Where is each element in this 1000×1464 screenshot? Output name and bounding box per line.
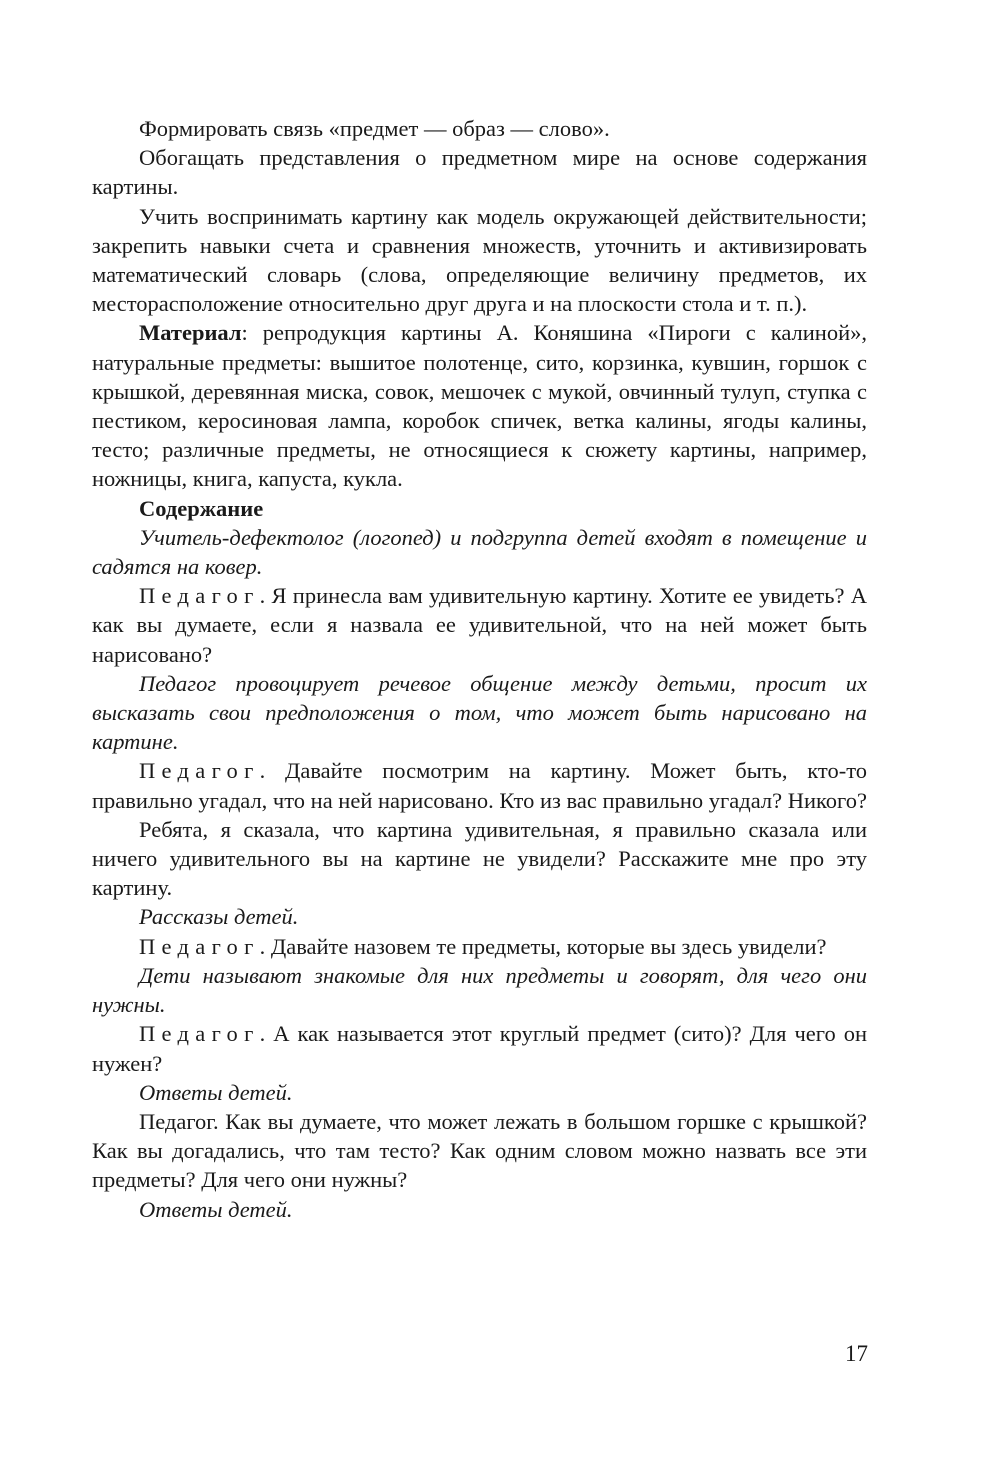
stage-direction: Дети называют знакомые для них предметы и говорят, для чего они нужны. (92, 962, 867, 1018)
section-heading: Содержание (139, 495, 264, 521)
dialogue-text: . Давайте посмотрим на картину. Может быть, кто-то правильно угадал, что на ней нарисовано. Кто из вас правильно угадал? Никого? (92, 758, 867, 813)
page-number: 17 (845, 1341, 868, 1366)
stage-direction: Учитель-дефектолог (логопед) и подгруппа детей входят в помещение и садятся на ковер. (92, 524, 867, 580)
paragraph-goal-2: Обогащать представления о предметном мире на основе содержания картины. (92, 145, 867, 200)
material-label: Материал (139, 320, 242, 346)
stage-direction: Педагог провоцирует речевое общение между детьми, просит их высказать свои предположения о том, что может быть нарисовано на картине. (92, 670, 867, 755)
stage-direction: Рассказы детей. (139, 904, 299, 930)
dialogue-line (92, 581, 867, 669)
paragraph-goal-3: Учить воспринимать картину как модель окружающей действительности; закрепить навыки счета и сравнения множеств, уточнить и активизировать математический словарь (слова, определяющие величину предметов, их месторасположение относительно друг друга и на плоскости стола и т. п.). (92, 203, 867, 317)
speaker-label: Педагог (139, 933, 260, 959)
dialogue-line: Педагог. Как вы думаете, что может лежать в большом горшке с крышкой? Как вы догадались, что там тесто? Как одним словом можно назвать все эти предметы? Для чего они нужны? (92, 1108, 867, 1193)
material-text: : репродукция картины А. Коняшина «Пироги с калиной», натуральные предметы: вышитое полотенце, сито, корзинка, кувшин, горшок с крышкой, деревянная миска, совок, мешочек с мукой, овчинный тулуп, ступка с пестиком, керосиновая лампа, коробок спичек, ветка калины, ягоды калины, тесто; различные предметы, не относящиеся к сюжету картины, например, ножницы, книга, капуста, кукла. (92, 320, 867, 492)
speaker-label: Педагог (139, 758, 260, 784)
dialogue-line (92, 932, 867, 961)
dialogue-line (92, 756, 867, 814)
speaker-label: Педагог (139, 583, 260, 609)
paragraph-material (92, 318, 867, 493)
dialogue-text: . Я принесла вам удивительную картину. Хотите ее увидеть? А как вы думаете, если я назвала ее удивительной, что на ней может быть нарисовано? (92, 583, 867, 667)
paragraph-goal-1: Формировать связь «предмет — образ — слово». (139, 116, 610, 141)
stage-direction: Ответы детей. (139, 1079, 293, 1105)
dialogue-continuation: Ребята, я сказала, что картина удивительная, я правильно сказала или ничего удивительного вы на картине не увидели? Расскажите мне про эту картину. (92, 816, 867, 901)
stage-direction: Ответы детей. (139, 1196, 293, 1222)
dialogue-line (92, 1019, 867, 1077)
dialogue-text: . Давайте назовем те предметы, которые вы здесь увидели? (259, 933, 827, 959)
page-body (92, 114, 867, 1224)
dialogue-text: . А как называется этот круглый предмет (сито)? Для чего он нужен? (92, 1021, 867, 1076)
speaker-label: Педагог (139, 1021, 260, 1047)
